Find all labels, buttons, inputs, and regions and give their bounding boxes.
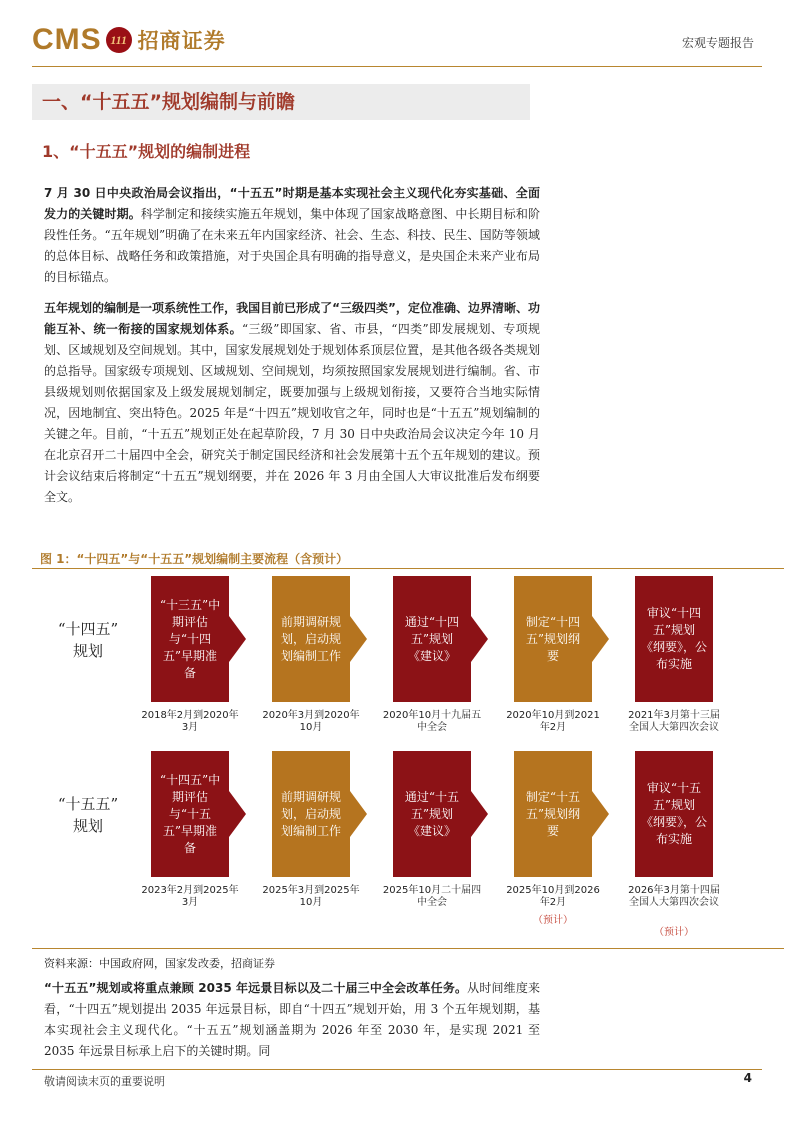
flow-step-box: 制定“十四五”规划纲要 — [514, 576, 592, 702]
flow-arrow-icon — [471, 791, 488, 837]
section-title: 一、“十五五”规划编制与前瞻 — [42, 91, 295, 113]
logo-cms-text: CMS — [32, 23, 102, 56]
paragraph-3 — [44, 978, 540, 1062]
estimate-note: （预计） — [654, 927, 694, 938]
flow-step-box: 通过“十四五”规划《建议》 — [393, 576, 471, 702]
logo-chinese-text: 招商证券 — [137, 29, 226, 53]
estimate-note: （预计） — [533, 915, 573, 926]
figure-top-divider — [32, 568, 784, 569]
subsection-title: 1、“十五五”规划的编制进程 — [42, 142, 251, 161]
figure-title: 图 1：“十四五”与“十五五”规划编制主要流程（含预计） — [40, 552, 349, 566]
row-label-line1: “十五五” — [57, 795, 119, 813]
report-type: 宏观专题报告 — [681, 36, 754, 50]
flow-arrow-icon — [350, 616, 367, 662]
flow-step-date: 2021年3月第十三届全国人大第四次会议 — [628, 710, 720, 733]
flow-step-box: 审议“十五五”规划《纲要》，公布实施 — [635, 751, 713, 877]
flow-step-box: 审议“十四五”规划《纲要》，公布实施 — [635, 576, 713, 702]
row-label — [40, 618, 136, 662]
flow-step-box: 通过“十五五”规划《建议》 — [393, 751, 471, 877]
flow-step-box: “十四五”中期评估与“十五五”早期准备 — [151, 751, 229, 877]
flow-step-date: 2020年10月到2021年2月 — [506, 710, 600, 733]
flow-step-box: 前期调研规划，启动规划编制工作 — [272, 751, 350, 877]
paragraph-3-lead: “十五五”规划或将重点兼顾 2035 年远景目标以及二十届三中全会改革任务。 — [44, 981, 468, 995]
row-label-line2: 规划 — [72, 642, 103, 660]
footer-divider — [32, 1069, 762, 1070]
figure-source: 资料来源：中国政府网，国家发改委，招商证券 — [44, 957, 275, 970]
footer-disclaimer: 敬请阅读末页的重要说明 — [44, 1075, 165, 1088]
row-label-line2: 规划 — [72, 817, 103, 835]
row-label-line1: “十四五” — [57, 620, 119, 638]
flow-step-box: “十三五”中期评估与“十四五”早期准备 — [151, 576, 229, 702]
flow-arrow-icon — [592, 616, 609, 662]
logo-badge-icon: 111 — [106, 27, 132, 53]
flow-arrow-icon — [229, 791, 246, 837]
flow-step-date: 2025年3月到2025年10月 — [262, 885, 360, 908]
flow-step-date: 2018年2月到2020年3月 — [141, 710, 239, 733]
header-divider — [32, 66, 762, 67]
page-number: 4 — [743, 1071, 752, 1085]
flow-step-date: 2025年10月到2026年2月 — [506, 885, 600, 908]
paragraph-3-body: 从时间维度来看，“十四五”规划提出 2035 年远景目标，即自“十四五”规划开始，用 3 个五年规划期，基本实现社会主义现代化。“十五五”规划涵盖期为 2026 年至 2030 年，是实现 2021 至 2035 年远景目标承上启下的关键时期。同 — [44, 981, 540, 1058]
figure-bottom-divider — [32, 948, 784, 949]
row-label — [40, 793, 136, 837]
flow-arrow-icon — [471, 616, 488, 662]
flow-step-date: 2020年10月十九届五中全会 — [382, 710, 482, 733]
paragraph-2 — [44, 298, 540, 508]
paragraph-2-lead: 五年规划的编制是一项系统性工作，我国目前已形成了“三级四类”，定位准确、边界清晰、功能互补、统一衔接的国家规划体系。 — [44, 301, 540, 336]
flow-step-date: 2025年10月二十届四中全会 — [382, 885, 482, 908]
flow-step-date: 2020年3月到2020年10月 — [262, 710, 360, 733]
flow-arrow-icon — [229, 616, 246, 662]
flow-arrow-icon — [350, 791, 367, 837]
flow-step-date: 2023年2月到2025年3月 — [141, 885, 239, 908]
paragraph-1 — [44, 183, 540, 288]
flow-step-box: 制定“十五五”规划纲要 — [514, 751, 592, 877]
paragraph-1-body: 科学制定和接续实施五年规划，集中体现了国家战略意图、中长期目标和阶段性任务。“五年规划”明确了在未来五年内国家经济、社会、生态、科技、民生、国防等领域的总体目标、战略任务和政策措施，对于央国企具有明确的指导意义，是央国企未来产业布局的目标锚点。 — [44, 207, 540, 284]
paragraph-1-lead: 7 月 30 日中央政治局会议指出，“十五五”时期是基本实现社会主义现代化夯实基础、全面发力的关键时期。 — [44, 186, 540, 221]
flow-step-box: 前期调研规划，启动规划编制工作 — [272, 576, 350, 702]
paragraph-2-body: “三级”即国家、省、市县，“四类”即发展规划、专项规划、区域规划及空间规划。其中，国家发展规划处于规划体系顶层位置，是其他各级各类规划的总指导。国家级专项规划、区域规划、空间规划，均须按照国家发展规划进行编制。省、市县级规划则依据国家及上级发展规划制定，既要加强与上级规划衔接，又要符合当地实际情况，因地制宜、突出特色。2025 年是“十四五”规划收官之年，同时也是“十五五”规划编制的关键之年。目前，“十五五”规划正处在起草阶段，7 月 30 日中央政治局会议决定今年 10 月在北京召开二十届四中全会，研究关于制定国民经济和社会发展第十五个五年规划的建议。预计会议结束后将制定“十五五”规划纲要，并在 2026 年 3 月由全国人大审议批准后发布纲要全文。 — [44, 322, 540, 504]
brand-logo — [32, 20, 226, 60]
flow-step-date: 2026年3月第十四届全国人大第四次会议 — [628, 885, 720, 908]
flow-arrow-icon — [592, 791, 609, 837]
